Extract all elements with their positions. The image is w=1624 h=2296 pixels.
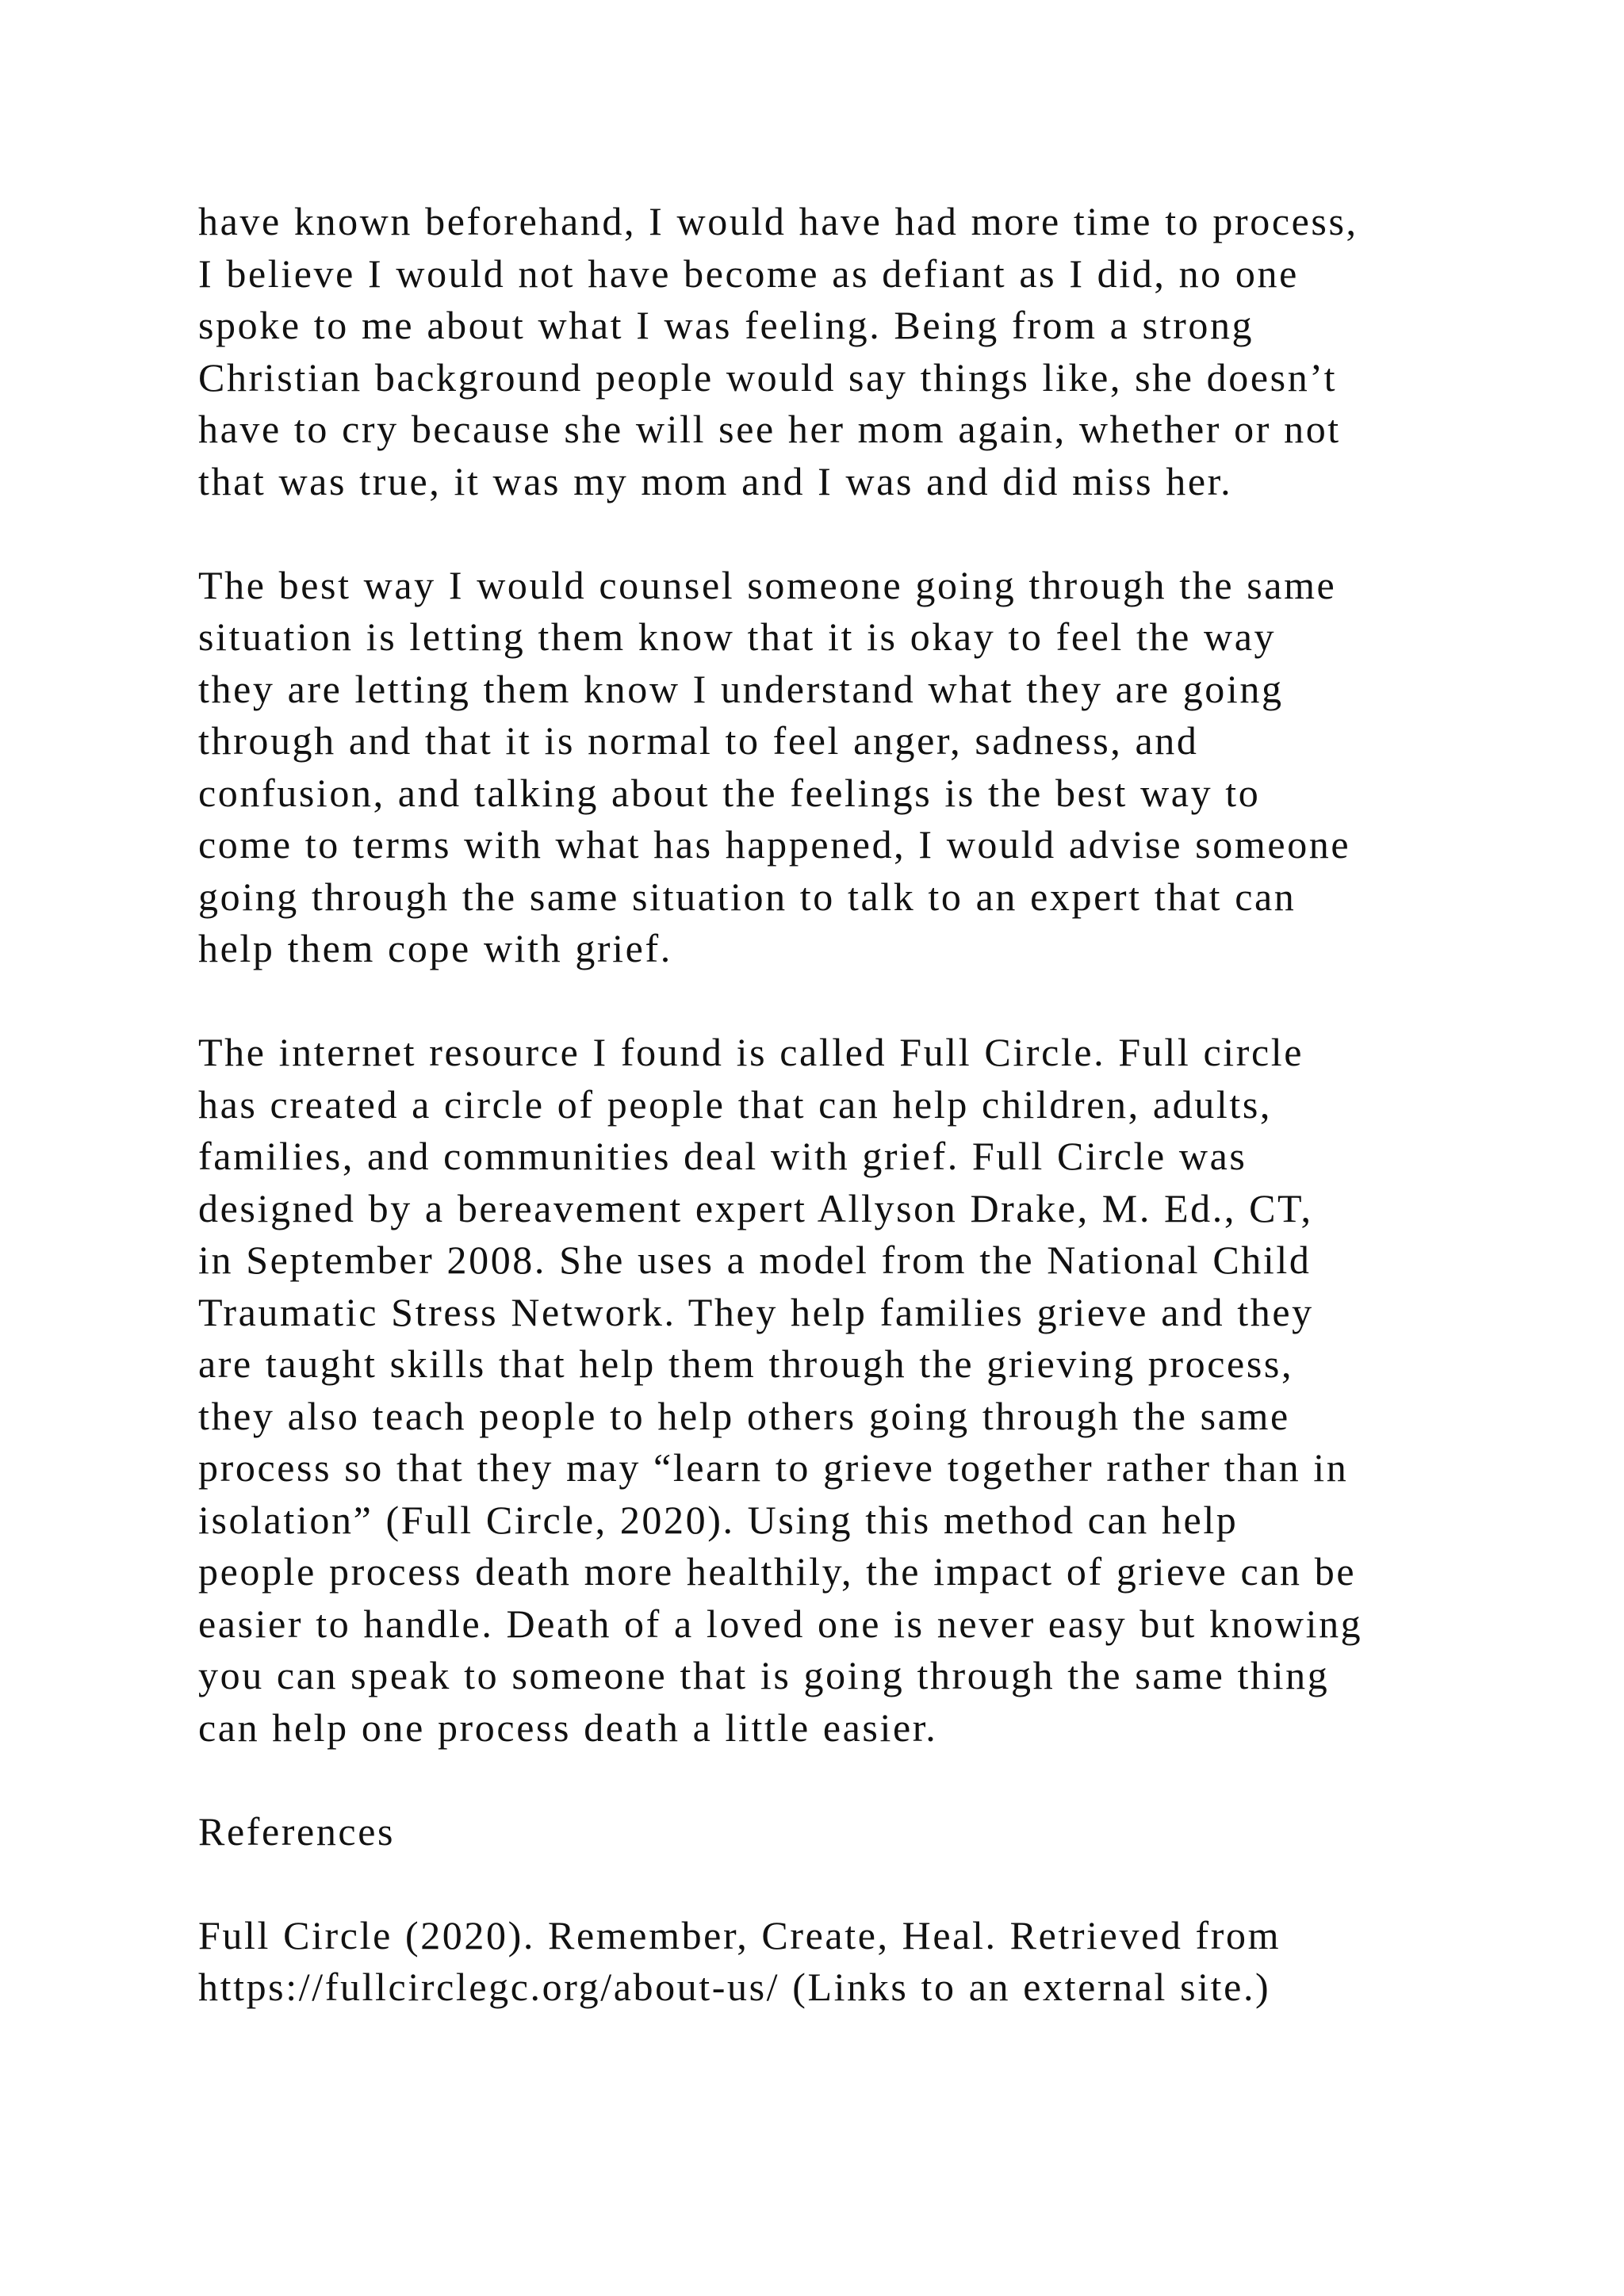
text-line: easier to handle. Death of a loved one is never easy but knowing (198, 1601, 1363, 1646)
text-line: I believe I would not have become as defiant as I did, no one (198, 251, 1299, 296)
text-line: through and that it is normal to feel anger, sadness, and (198, 718, 1199, 763)
text-line: have known beforehand, I would have had more time to process, (198, 199, 1358, 243)
text-line: people process death more healthily, the impact of grieve can be (198, 1549, 1357, 1594)
document-body (198, 196, 1507, 2065)
text-line: help them cope with grief. (198, 926, 672, 970)
text-line: can help one process death a little easier. (198, 1705, 938, 1750)
reference-entry (198, 1910, 1507, 2014)
text-line: that was true, it was my mom and I was and did miss her. (198, 458, 1233, 503)
text-line: designed by a bereavement expert Allyson Drake, M. Ed., CT, (198, 1185, 1313, 1230)
text-line: The best way I would counsel someone going through the same (198, 562, 1337, 607)
paragraph-counseling-advice (198, 560, 1507, 975)
text-line: has created a circle of people that can help children, adults, (198, 1081, 1272, 1127)
text-line: going through the same situation to talk to an expert that can (198, 874, 1297, 919)
text-line: Traumatic Stress Network. They help families grieve and they (198, 1289, 1314, 1334)
reference-url-line: https://fullcirclegc.org/about-us/ (Links to an external site.) (198, 1965, 1271, 2009)
text-line: are taught skills that help them through the grieving process, (198, 1341, 1294, 1386)
text-line: you can speak to someone that is going through the same thing (198, 1653, 1330, 1697)
text-line: have to cry because she will see her mom again, whether or not (198, 407, 1341, 451)
text-line: spoke to me about what I was feeling. Being from a strong (198, 303, 1254, 347)
text-line: isolation” (Full Circle, 2020). Using this method can help (198, 1497, 1239, 1542)
heading-text: References (198, 1808, 396, 1854)
text-line: confusion, and talking about the feelings is the best way to (198, 770, 1261, 815)
text-line: they also teach people to help others going through the same (198, 1393, 1290, 1438)
paragraph-personal-experience (198, 196, 1507, 507)
text-line: The internet resource I found is called Full Circle. Full circle (198, 1030, 1304, 1074)
text-line: they are letting them know I understand what they are going (198, 666, 1284, 711)
paragraph-internet-resource (198, 1027, 1507, 1754)
text-line: Full Circle (2020). Remember, Create, Heal. Retrieved from (198, 1912, 1281, 1957)
text-line: process so that they may “learn to grieve together rather than in (198, 1445, 1349, 1490)
text-line: families, and communities deal with grief. Full Circle was (198, 1134, 1247, 1178)
text-line: situation is letting them know that it is okay to feel the way (198, 614, 1277, 659)
text-line: Christian background people would say things like, she doesn’t (198, 354, 1338, 400)
text-line: come to terms with what has happened, I would advise someone (198, 822, 1351, 867)
text-line: in September 2008. She uses a model from the National Child (198, 1238, 1312, 1282)
references-heading (198, 1806, 1507, 1858)
